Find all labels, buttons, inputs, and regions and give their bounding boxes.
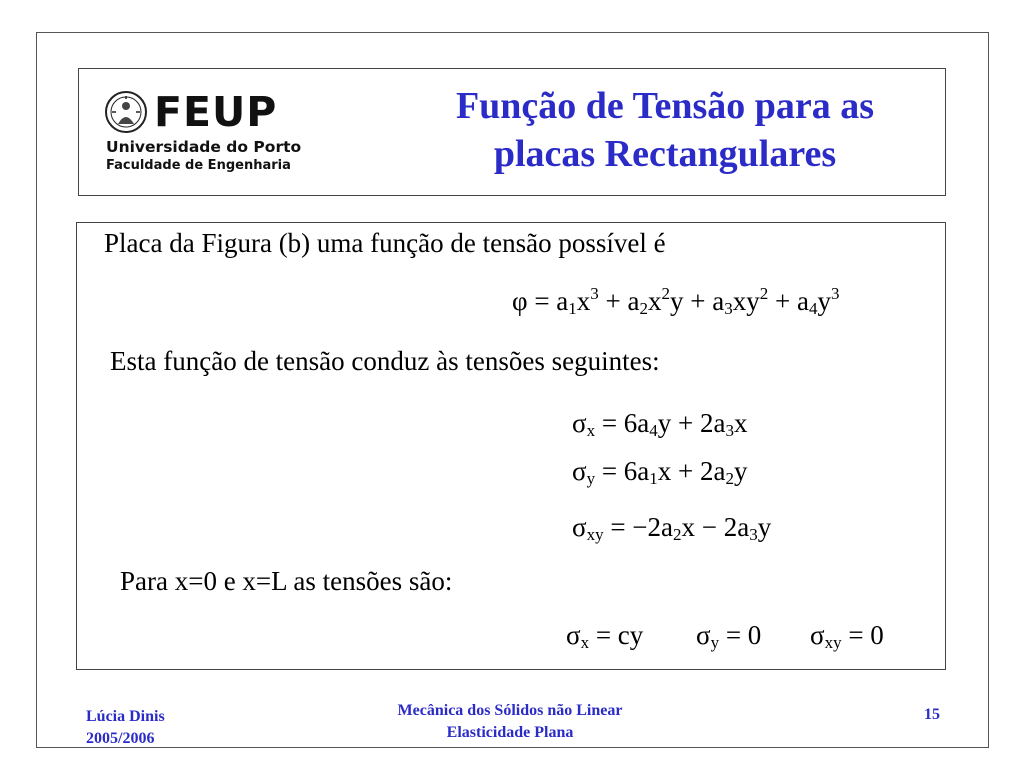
slide-title-line1: Função de Tensão para as [455, 85, 875, 127]
boundary-sigma-x: $\sigma_x$ = cy [566, 620, 644, 652]
logo-faculty: Faculdade de Engenharia [106, 158, 291, 173]
boundary-intro-text: Para x=0 e x=L as tensões são: [120, 566, 453, 596]
sigma-xy-equation: $\sigma_{xy} = -2a_2x - 2a_3y$ [572, 512, 772, 544]
logo-university: Universidade do Porto [106, 138, 302, 156]
stress-intro-text: Esta função de tensão conduz às tensões seguintes: [110, 346, 660, 376]
stress-function-equation: $\varphi = a_1x^3 + a_2x^2y + a_3xy^2 + a_4y^3$ [512, 284, 840, 318]
footer-course: Mecânica dos Sólidos não Linear [397, 702, 623, 719]
boundary-sigma-y: $\sigma_y = 0$ [696, 620, 762, 652]
slide-title [390, 82, 940, 178]
intro-text: Placa da Figura (b) uma função de tensão possível é [104, 228, 666, 258]
page-number: 15 [924, 706, 940, 723]
sigma-x-equation: $\sigma_x = 6a_4y + 2a_3x$ [572, 408, 748, 440]
university-seal-icon [104, 90, 148, 134]
feup-logo [104, 88, 304, 178]
footer-year: 2005/2006 [86, 730, 155, 747]
sigma-y-equation: $\sigma_y = 6a_1x + 2a_2y$ [572, 456, 748, 488]
logo-wordmark: FEUP [154, 88, 278, 136]
slide-title-line2: placas Rectangulares [493, 133, 837, 175]
footer-author: Lúcia Dinis [86, 708, 165, 725]
footer-course-block [340, 700, 680, 744]
footer-author-block [86, 706, 165, 750]
footer-topic: Elasticidade Plana [446, 724, 574, 741]
boundary-sigma-xy: $\sigma_{xy} = 0$ [810, 620, 884, 652]
